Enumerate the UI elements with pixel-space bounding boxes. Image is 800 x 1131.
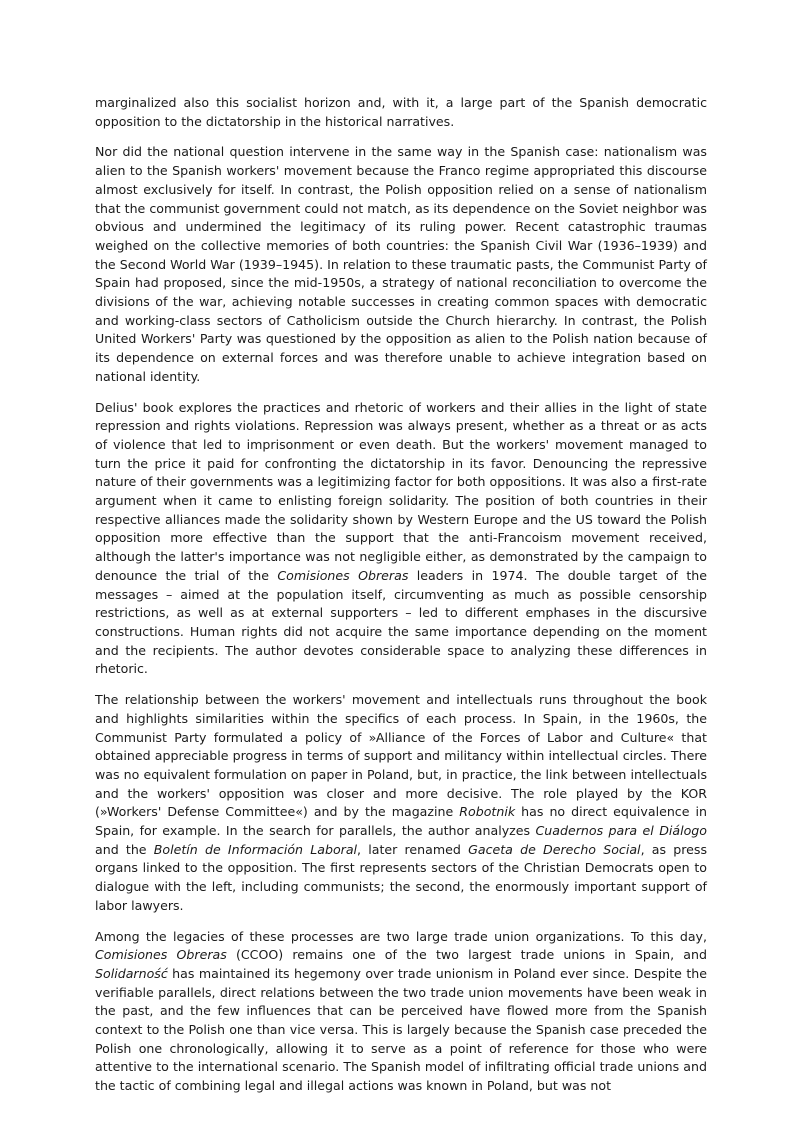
italic-title-text: Solidarność xyxy=(95,965,168,981)
paragraph-text: has no direct equivalence in Spain, for example. In the search for parallels, the author analyzes xyxy=(95,804,707,839)
paragraph-text: , later renamed xyxy=(357,841,469,857)
italic-title-text: Boletín de Información Laboral xyxy=(153,841,358,857)
paragraph-1 xyxy=(95,94,707,131)
paragraph-text: , as press organs linked to the opposition. The first represents sectors of the Christian Democrats open to dialogue with the left, including communists; the second, the enormously important support of labor lawyers. xyxy=(95,841,708,913)
paragraph-text: marginalized also this socialist horizon and, with it, a large part of the Spanish democratic opposition to the dictatorship in the historical narratives. xyxy=(95,95,707,129)
italic-title-text: Comisiones Obreras xyxy=(277,567,409,583)
paragraph-text: Delius' book explores the practices and rhetoric of workers and their allies in the light of state repression and rights violations. Repression was always present, whether as a threat or as acts of violence that led to imprisonment or even death. But the workers' movement managed to turn the price it paid for confronting the dictatorship in its favor. Denouncing the repressive nature of their governments was a legitimizing factor for both oppositions. It was also a first-rate argument when it came to enlisting foreign solidarity. The position of both countries in their respective alliances made the solidarity shown by Western Europe and the US toward the Polish opposition more effective than the support that the anti-Francoism movement received, although the latter's importance was not negligible either, as demonstrated by the campaign to denounce the trial of the xyxy=(95,399,707,583)
italic-title-text: Comisiones Obreras xyxy=(95,947,227,963)
paragraph-4 xyxy=(95,691,707,915)
document-body xyxy=(95,94,707,1108)
paragraph-text: The relationship between the workers' movement and intellectuals runs throughout the book and highlights similarities within the specifics of each process. In Spain, in the 1960s, the Communist Party formulated a policy of »Alliance of the Forces of Labor and Culture« that obtained appreciable progress in terms of support and militancy within intellectual circles. There was no equivalent formulation on paper in Poland, but, in practice, the link between intellectuals and the workers' opposition was closer and more decisive. The role played by the KOR (»Workers' Defense Committee«) and by the magazine xyxy=(95,692,707,820)
paragraph-3 xyxy=(95,399,707,680)
paragraph-2 xyxy=(95,143,707,386)
paragraph-text: leaders in 1974. The double target of the messages – aimed at the population itself, circumventing as much as possible censorship restrictions, as well as at external supporters – led to different emphases in the discursive constructions. Human rights did not acquire the same importance depending on the moment and the recipients. The author devotes considerable space to analyzing these differences in rhetoric. xyxy=(95,567,707,677)
paragraph-text: and the xyxy=(95,841,154,857)
paragraph-5 xyxy=(95,928,707,1096)
paragraph-text: has maintained its hegemony over trade unionism in Poland ever since. Despite the verifiable parallels, direct relations between the two trade union movements have been weak in the past, and the few influences that can be perceived have flowed more from the Spanish context to the Polish one than vice versa. This is largely because the Spanish case preceded the Polish one chronologically, allowing it to serve as a point of reference for those who were attentive to the international scenario. The Spanish model of infiltrating official trade unions and the tactic of combining legal and illegal actions was known in Poland, but was not xyxy=(95,965,707,1094)
italic-title-text: Robotnik xyxy=(459,804,516,820)
paragraph-text: Among the legacies of these processes are two large trade union organizations. To this day, xyxy=(95,928,707,944)
italic-title-text: Gaceta de Derecho Social xyxy=(468,841,641,857)
italic-title-text: Cuadernos para el Diálogo xyxy=(535,823,708,839)
paragraph-text: Nor did the national question intervene in the same way in the Spanish case: nationalism was alien to the Spanish workers' movement because the Franco regime appropriated this discourse almost exclusively for itself. In contrast, the Polish opposition relied on a sense of nationalism that the communist government could not match, as its dependence on the Soviet neighbor was obvious and undermined the legitimacy of its ruling power. Recent catastrophic traumas weighed on the collective memories of both countries: the Spanish Civil War (1936–1939) and the Second World War (1939–1945). In relation to these traumatic pasts, the Communist Party of Spain had proposed, since the mid-1950s, a strategy of national reconciliation to overcome the divisions of the war, achieving notable successes in creating common spaces with democratic and working-class sectors of Catholicism outside the Church hierarchy. In contrast, the Polish United Workers' Party was questioned by the opposition as alien to the Polish nation because of its dependence on external forces and was therefore unable to achieve integration based on national identity. xyxy=(95,144,707,384)
paragraph-text: (CCOO) remains one of the two largest trade unions in Spain, and xyxy=(226,947,707,963)
